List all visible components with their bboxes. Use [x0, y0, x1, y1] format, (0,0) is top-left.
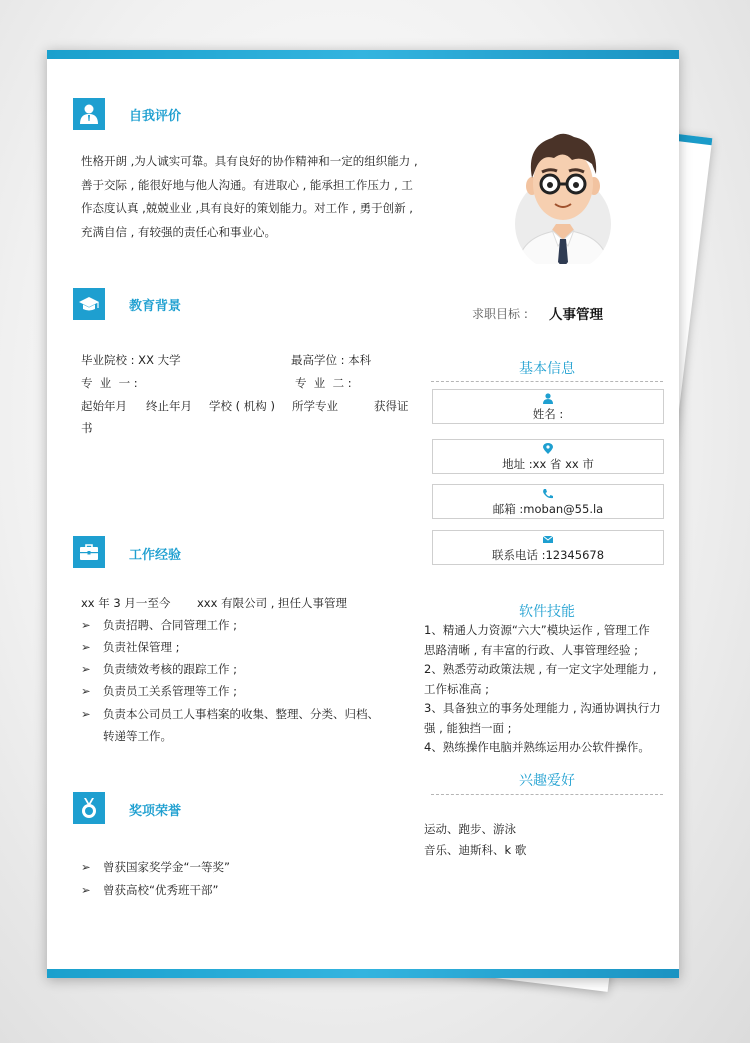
edu-major-1: 专 业 一 :: [81, 376, 138, 390]
edu-major-2: 专 业 二 :: [295, 376, 352, 390]
medal-icon: [73, 792, 105, 824]
graduation-cap-icon: [73, 288, 105, 320]
skills-line: 强 , 能独挡一面 ;: [424, 720, 512, 735]
skills-line: 工作标准高 ;: [424, 681, 490, 696]
info-label: 姓名 :: [532, 407, 564, 421]
avatar-cartoon-man-icon: [512, 128, 614, 264]
work-period: xx 年 3 月一至今: [81, 596, 171, 610]
list-item: ➢ 曾获高校“优秀班干部”: [81, 883, 219, 897]
basic-info-title: 基本信息: [519, 361, 575, 377]
edu-col-school: 学校 ( 机构 ): [209, 399, 275, 413]
skills-text: [424, 621, 664, 758]
bottom-bar: [47, 969, 679, 978]
list-item: ➢ 负责绩效考核的跟踪工作 ;: [81, 662, 238, 676]
list-item: ➢ 负责本公司员工人事档案的收集、整理、分类、归档、: [81, 707, 379, 721]
edu-col-cert: 获得证: [374, 399, 409, 413]
work-item-wrap: 转递等工作。: [103, 729, 172, 743]
user-icon: [73, 98, 105, 130]
list-item: ➢ 负责社保管理 ;: [81, 640, 180, 654]
skills-line: 2、熟悉劳动政策法规 , 有一定文字处理能力 ,: [424, 662, 657, 676]
info-label: 联系电话 :12345678: [491, 548, 605, 562]
self-eval-title: 自我评价: [129, 109, 182, 124]
hobbies-line: 音乐、迪斯科、k 歌: [424, 843, 527, 857]
hobbies-line: 运动、跑步、游泳: [424, 822, 516, 836]
work-title: 工作经验: [129, 548, 182, 563]
edu-school: 毕业院校 : XX 大学: [81, 353, 181, 367]
edu-col-cert-wrap: 书: [81, 421, 93, 435]
self-eval-line: 性格开朗 ,为人诚实可靠。具有良好的协作精神和一定的组织能力 ,: [81, 154, 418, 168]
briefcase-icon: [73, 536, 105, 568]
job-target-label: 求职目标 :: [472, 307, 528, 321]
divider: [431, 381, 663, 382]
skills-line: 1、精通人力资源“六大”模块运作 , 管理工作: [424, 623, 650, 637]
self-eval-text: [81, 150, 426, 244]
awards-title: 奖项荣誉: [129, 804, 182, 819]
info-name: [432, 389, 664, 424]
top-bar: [47, 50, 679, 59]
self-eval-line: 充满自信 , 有较强的责任心和事业心。: [81, 224, 276, 239]
skills-line: 4、熟练操作电脑并熟练运用办公软件操作。: [424, 740, 650, 754]
info-phone: [432, 530, 664, 565]
list-item: ➢ 负责员工关系管理等工作 ;: [81, 684, 238, 698]
list-item: ➢ 负责招聘、合同管理工作 ;: [81, 618, 238, 632]
work-company: xxx 有限公司 , 担任人事管理: [197, 596, 348, 610]
info-label: 邮箱 :moban@55.la: [492, 502, 604, 516]
person-icon: [542, 393, 554, 404]
skills-title: 软件技能: [519, 604, 575, 620]
info-label: 地址 :xx 省 xx 市: [502, 457, 594, 471]
location-pin-icon: [542, 443, 554, 454]
education-title: 教育背景: [129, 299, 182, 314]
edu-col-start: 起始年月: [81, 399, 127, 413]
info-address: [432, 439, 664, 474]
skills-line: 思路清晰 , 有丰富的行政、人事管理经验 ;: [424, 642, 638, 657]
skills-line: 3、具备独立的事务处理能力 , 沟通协调执行力: [424, 701, 661, 715]
resume-sheet: [47, 50, 679, 978]
hobbies-text: [424, 819, 664, 861]
hobbies-title: 兴趣爱好: [519, 773, 575, 789]
edu-col-major: 所学专业: [292, 399, 338, 413]
edu-col-end: 终止年月: [146, 399, 192, 413]
job-target-value: 人事管理: [549, 307, 603, 323]
envelope-icon: [542, 534, 554, 545]
phone-icon: [542, 488, 554, 499]
divider: [431, 794, 663, 795]
list-item: ➢ 曾获国家奖学金“一等奖”: [81, 860, 230, 874]
edu-degree: 最高学位 : 本科: [291, 353, 372, 367]
self-eval-line: 作态度认真 ,兢兢业业 ,具有良好的策划能力。对工作 , 勇于创新 ,: [81, 201, 413, 215]
info-email: [432, 484, 664, 519]
self-eval-line: 善于交际 , 能很好地与他人沟通。有进取心 , 能承担工作压力 , 工: [81, 177, 413, 192]
